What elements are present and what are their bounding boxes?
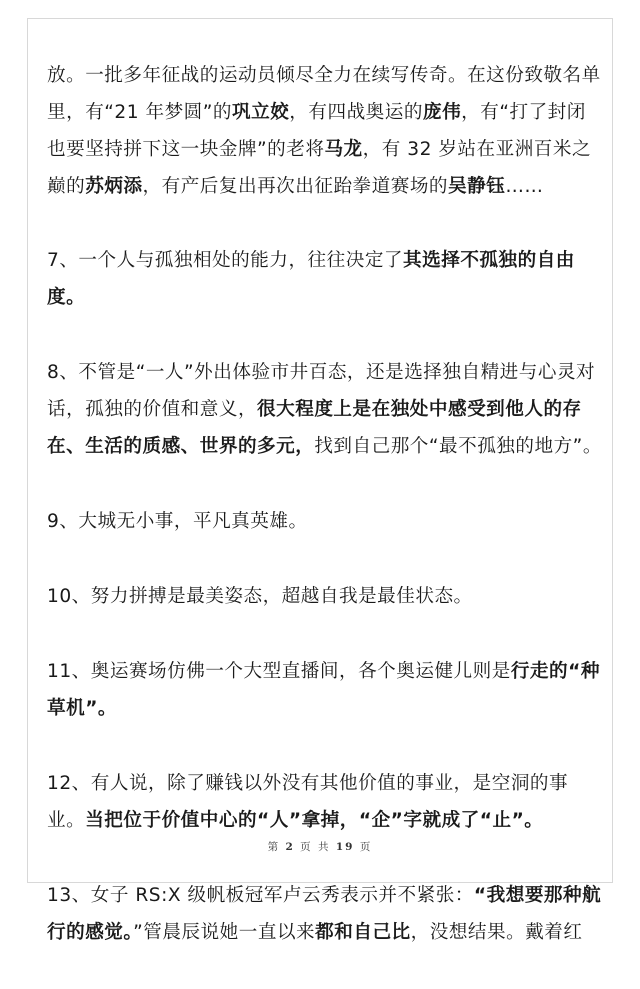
bold-text-run: 马龙 [324,139,363,160]
text-run: ，有产后复出再次出征跆拳道赛场的 [142,176,449,197]
text-run: ”管晨辰说她一直以来 [133,922,316,943]
text-run: 12、有人说，除了赚钱以外没有其他价值的事业，是空洞的事业。 [47,773,569,831]
text-run: 9、大城无小事，平凡真英雄。 [47,511,308,532]
bold-text-run: 当把位于价值中心的“人”拿掉，“企”字就成了“止”。 [85,810,544,831]
paragraph-13 [47,877,603,951]
total-pages-number: 19 [335,841,355,853]
text-run: 放。一批多年征战的运动员倾尽全力在续写传奇。在这份致敬名单里，有“21 年梦圆”的 [47,65,601,123]
page-footer [0,839,640,854]
text-run: 7、一个人与孤独相处的能力，往往决定了 [47,250,404,271]
paragraph-12 [47,765,603,839]
text-run: ，有“打了封闭也要坚持拼下这一块金牌”的老将 [47,102,586,160]
bold-text-run: 苏炳添 [85,176,143,197]
text-run: 10、努力拼搏是最美姿态，超越自我是最佳状态。 [47,586,473,607]
text-run: 8、不管是“一人”外出体验市井百态，还是选择独自精进与心灵对话，孤独的价值和意义， [47,362,596,420]
text-run: ，没想结果。戴着红 [410,922,583,943]
footer-mid: 页 共 [300,841,331,853]
bold-text-run: “我想要那种航行的感觉。 [47,885,602,943]
paragraph-11 [47,653,603,727]
footer-prefix: 第 [267,841,281,853]
bold-text-run: 巩立姣 [232,102,290,123]
paragraph-10 [47,578,603,615]
text-run: …… [505,176,544,197]
text-run: ，有四战奥运的 [289,102,423,123]
text-run: ，有 32 岁站在亚洲百米之巅的 [47,139,592,197]
current-page-number: 2 [285,841,295,853]
footer-suffix: 页 [359,841,373,853]
paragraph-8 [47,354,603,465]
paragraph-intro [47,57,603,205]
text-run: 11、奥运赛场仿佛一个大型直播间，各个奥运健儿则是 [47,661,511,682]
bold-text-run: 庞伟 [422,102,462,123]
bold-text-run: 都和自己比 [315,922,411,943]
text-run: 13、女子 RS:X 级帆板冠军卢云秀表示并不紧张： [47,885,474,906]
paragraph-7 [47,242,603,316]
bold-text-run: 很大程度上是在独处中感受到他人的存在、生活的质感、世界的多元， [47,399,582,457]
bold-text-run: 吴静钰 [448,176,506,197]
bold-text-run: 其选择不孤独的自由度。 [47,250,575,308]
text-run: 找到自己那个“最不孤独的地方”。 [314,436,602,457]
bold-text-run: 行走的“种草机”。 [47,661,600,719]
paragraph-9 [47,503,603,540]
